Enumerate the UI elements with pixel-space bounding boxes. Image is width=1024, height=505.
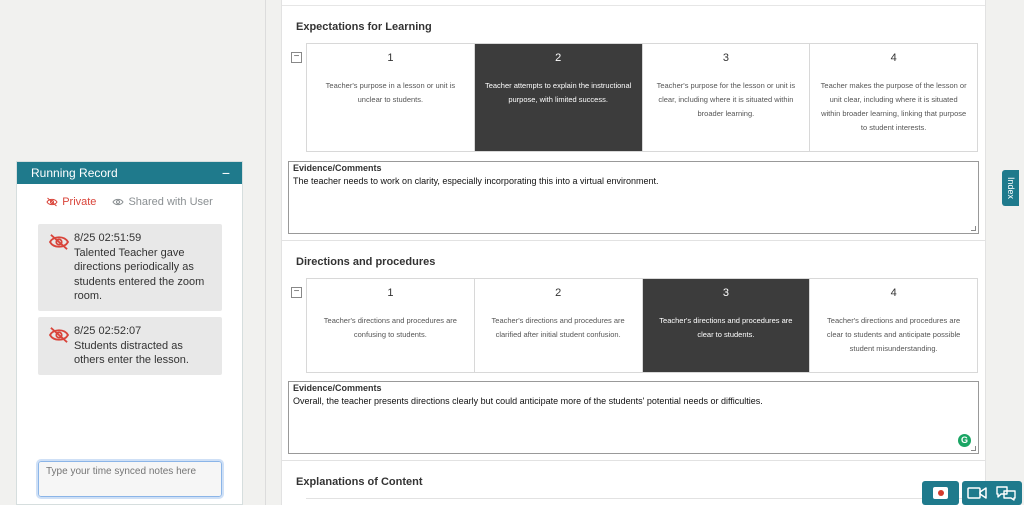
eye-slash-icon: [48, 326, 70, 349]
shared-label: Shared with User: [128, 196, 213, 208]
private-option[interactable]: [46, 196, 96, 208]
collapse-toggle-icon[interactable]: −: [291, 287, 302, 298]
rubric-level-1[interactable]: [307, 279, 475, 372]
divider: [306, 498, 976, 499]
level-description: Teacher's directions and procedures are clarified after initial student confusion.: [491, 316, 625, 339]
divider: [282, 240, 985, 241]
video-camera-icon[interactable]: [967, 486, 987, 500]
rubric-level-2[interactable]: [475, 44, 643, 151]
rubric-level-4[interactable]: [810, 44, 977, 151]
evidence-field[interactable]: [288, 381, 979, 454]
note-time: 8/25 02:51:59: [74, 232, 142, 244]
evidence-text: The teacher needs to work on clarity, especially incorporating this into a virtual environment.: [293, 176, 659, 186]
grammarly-icon[interactable]: G: [958, 434, 971, 447]
visibility-toggle: [17, 196, 242, 208]
level-number: 4: [890, 52, 897, 64]
divider: [265, 0, 266, 505]
level-description: Teacher's purpose for the lesson or unit is clear, including where it is situated within broader learning.: [656, 81, 796, 118]
note-card[interactable]: [38, 317, 222, 375]
divider: [282, 460, 985, 461]
level-number: 1: [387, 52, 394, 64]
level-number: 3: [722, 287, 729, 299]
rubric-panel: [281, 0, 986, 505]
rubric-levels: [306, 278, 978, 373]
level-number: 4: [890, 287, 897, 299]
collapse-toggle-icon[interactable]: −: [291, 52, 302, 63]
note-time: 8/25 02:52:07: [74, 325, 142, 337]
resize-handle-icon[interactable]: [971, 446, 976, 451]
private-label: Private: [62, 196, 97, 208]
level-number: 2: [555, 52, 562, 64]
record-button[interactable]: [922, 481, 959, 505]
level-description: Teacher attempts to explain the instructional purpose, with limited success.: [484, 81, 632, 104]
level-number: 1: [387, 287, 394, 299]
level-description: Teacher's directions and procedures are clear to students.: [659, 316, 793, 339]
divider: [282, 5, 985, 6]
index-tab[interactable]: [1002, 170, 1019, 206]
shared-option[interactable]: [112, 196, 212, 208]
chat-bubbles-icon[interactable]: [995, 485, 1017, 501]
evidence-label: Evidence/Comments: [293, 383, 382, 393]
note-text: Talented Teacher gave directions periodically as students entered the zoom room.: [74, 246, 205, 302]
eye-slash-icon: [48, 233, 70, 256]
level-number: 3: [722, 52, 729, 64]
rubric-level-2[interactable]: [475, 279, 643, 372]
level-description: Teacher makes the purpose of the lesson or unit clear, including where it is situated within broader learning, linking that purpose to student interests.: [820, 81, 967, 132]
rubric-levels: [306, 43, 978, 152]
running-record-panel: [16, 161, 243, 505]
section-title: Explanations of Content: [296, 476, 423, 488]
rubric-level-3[interactable]: [643, 279, 811, 372]
eye-slash-icon: [46, 197, 58, 207]
collapse-icon[interactable]: −: [221, 165, 230, 181]
note-card[interactable]: [38, 224, 222, 311]
evidence-text: Overall, the teacher presents directions clearly but could anticipate more of the students' potential needs or difficulties.: [293, 396, 763, 406]
evidence-field[interactable]: [288, 161, 979, 234]
index-tab-label: Index: [1005, 176, 1016, 200]
rubric-level-4[interactable]: [810, 279, 977, 372]
rubric-level-1[interactable]: [307, 44, 475, 151]
running-record-header: [17, 162, 242, 184]
running-record-title: Running Record: [31, 166, 118, 180]
level-description: Teacher's directions and procedures are clear to students and anticipate possible student misunderstanding.: [826, 316, 961, 353]
level-description: Teacher's directions and procedures are confusing to students.: [323, 316, 457, 339]
notes-input[interactable]: [38, 461, 222, 497]
section-title: Expectations for Learning: [296, 21, 432, 33]
rubric-level-3[interactable]: [643, 44, 811, 151]
level-number: 2: [555, 287, 562, 299]
video-chat-buttons: [962, 481, 1022, 505]
level-description: Teacher's purpose in a lesson or unit is unclear to students.: [325, 81, 456, 104]
note-text: Students distracted as others enter the lesson.: [74, 339, 189, 366]
record-icon: [933, 487, 948, 499]
eye-icon: [112, 197, 124, 207]
section-title: Directions and procedures: [296, 256, 436, 268]
evidence-label: Evidence/Comments: [293, 163, 382, 173]
resize-handle-icon[interactable]: [971, 226, 976, 231]
